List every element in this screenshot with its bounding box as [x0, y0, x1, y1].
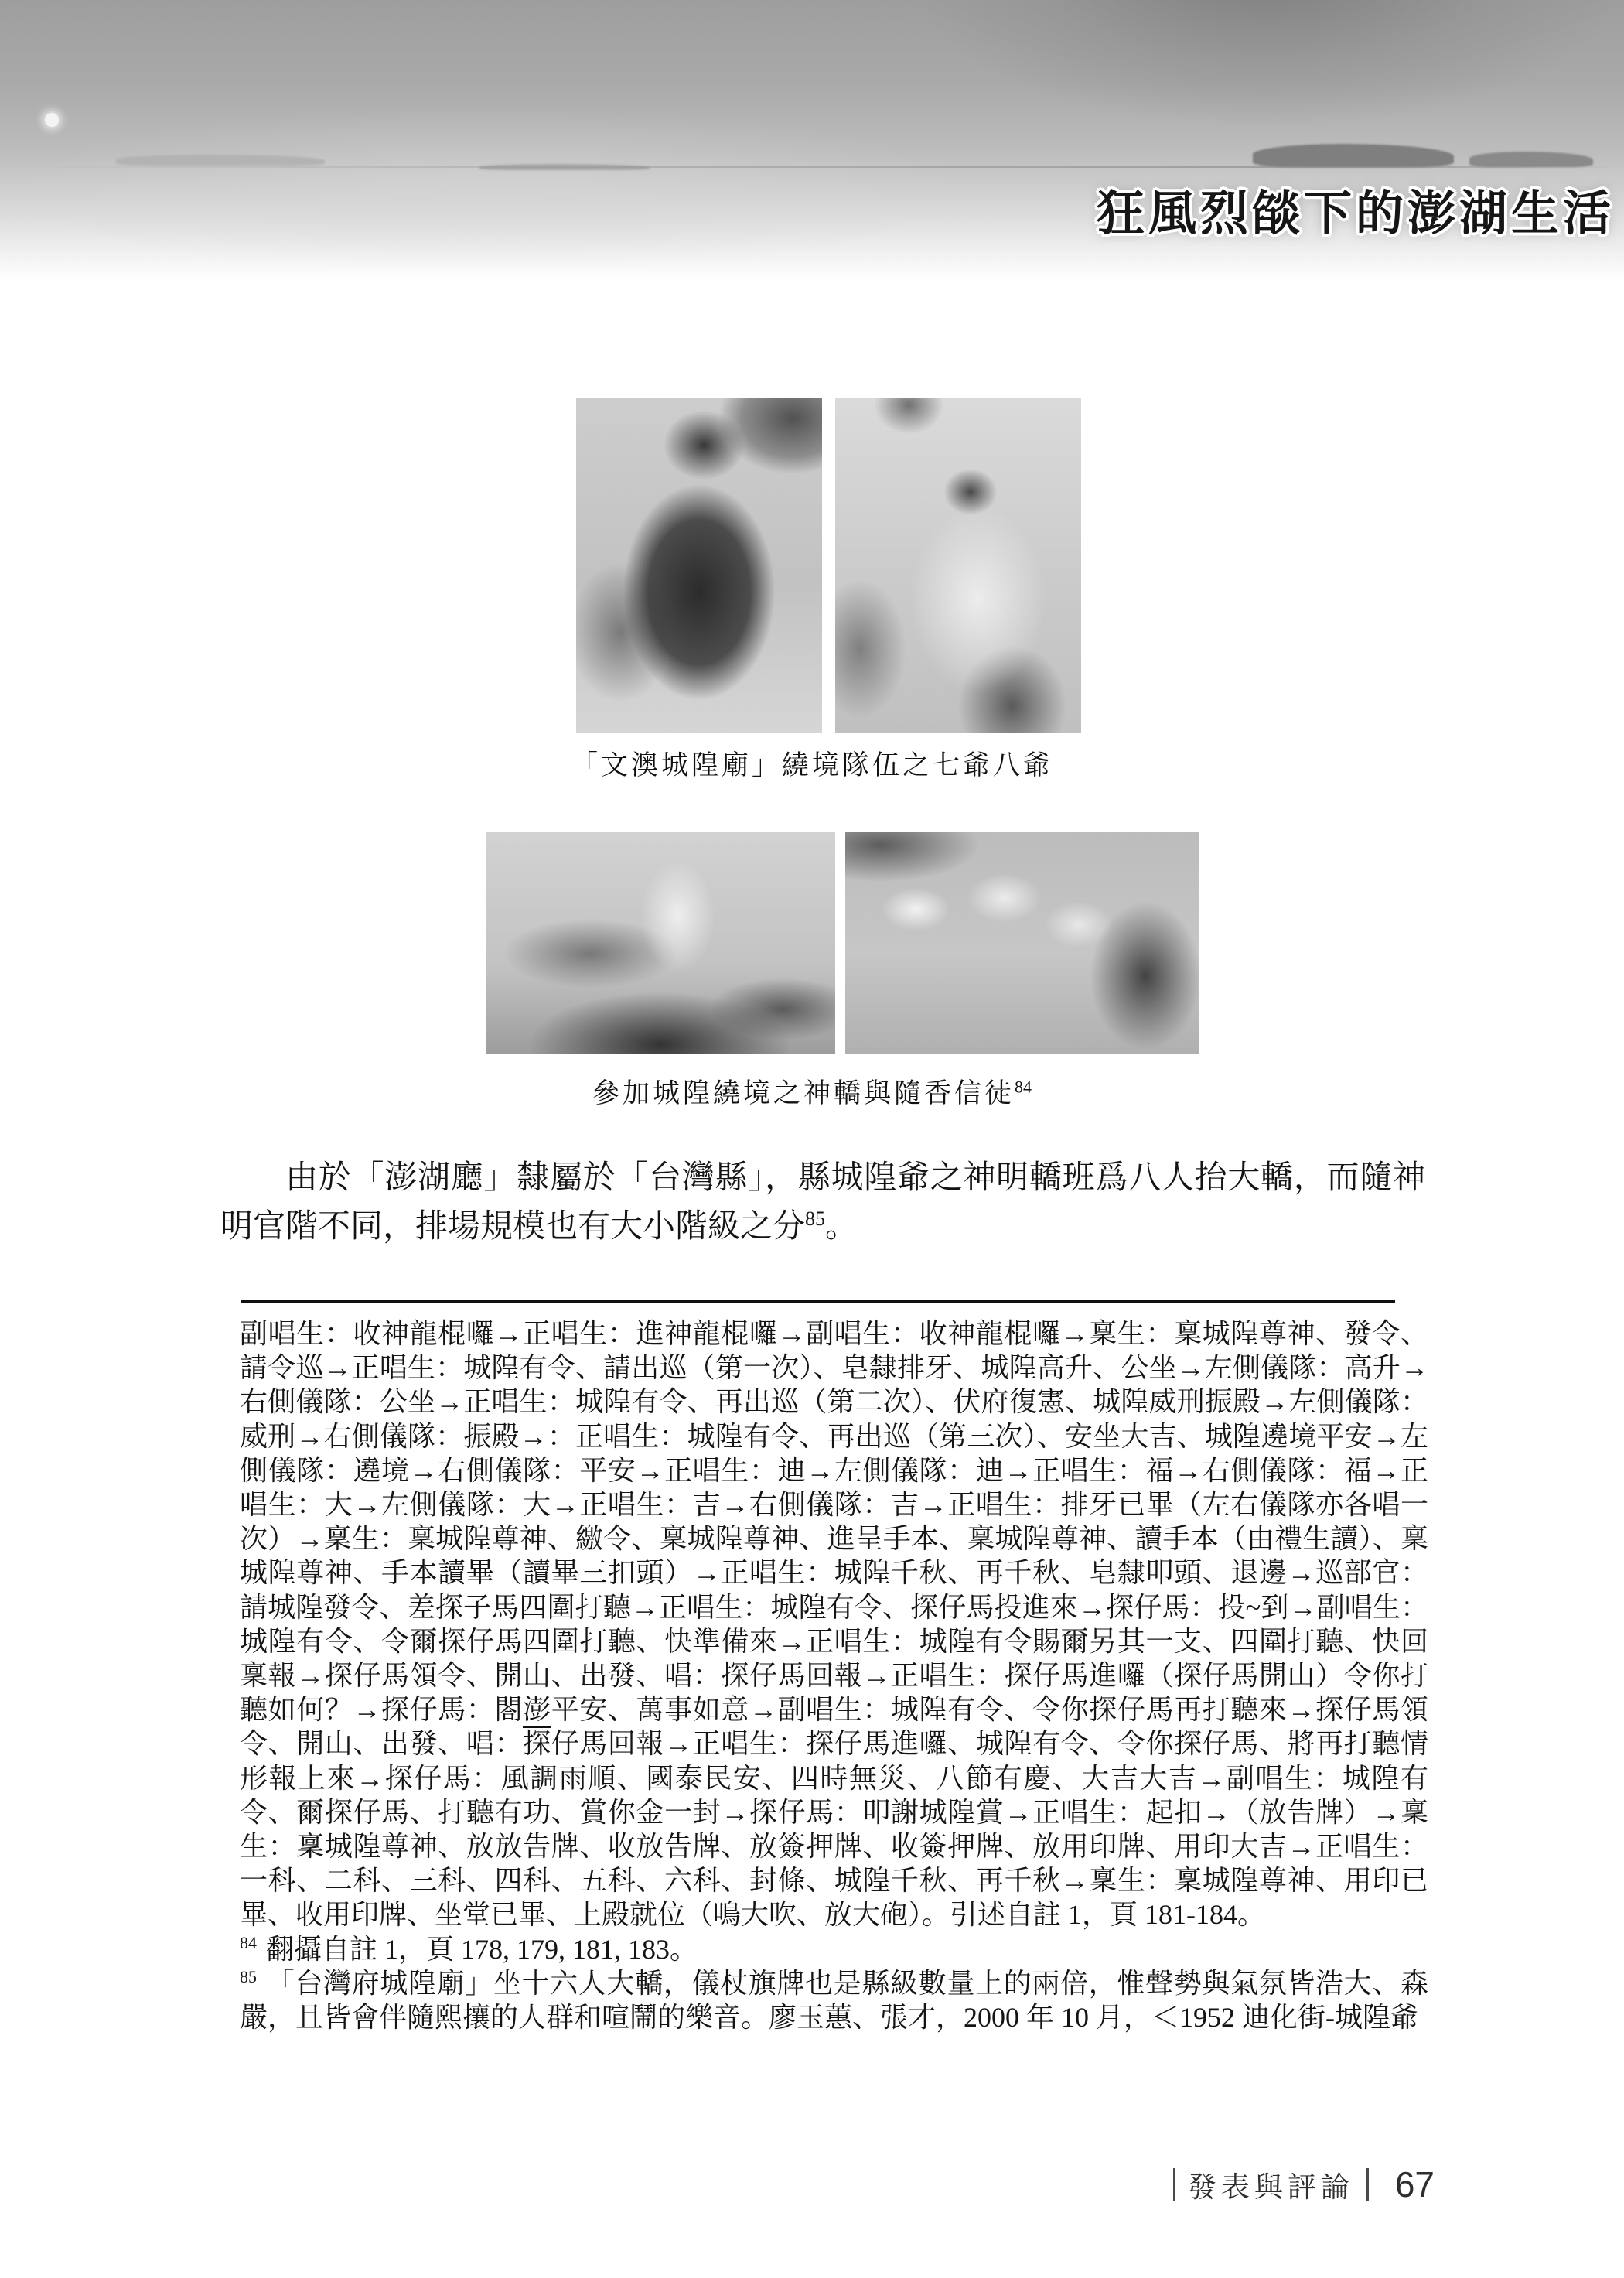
footnote-continuation	[240, 1317, 1428, 1932]
footnote-continuation-part2: 平安、萬事如意→副唱生：城隍有令、令你探仔馬再打聽來→探仔馬領令、開山、出發、唱：探仔馬回報→正唱生：探仔馬進囉、城隍有令、令你探仔馬、將再打聽情形報上來→探仔馬：風調雨順、國泰民安、四時無災、八節有慶、大吉大吉→副唱生：城隍有令、爾探仔馬、打聽有功、賞你金一封→探仔馬：叩謝城隍賞→正唱生：起扣→（放告牌）→稟生：稟城隍尊神、放放告牌、收放告牌、放簽押牌、收簽押牌、放用印牌、用印大吉→正唱生：一科、二科、三科、四科、五科、六科、封條、城隍千秋、再千秋→稟生：稟城隍尊神、用印已畢、收用印牌、坐堂已畢、上殿就位（鳴大吹、放大砲）。引述自註 1，頁 181-184。	[240, 1694, 1428, 1931]
photo-palanquin-crowd-left	[486, 832, 835, 1054]
figure-caption-1-text: 「文澳城隍廟」繞境隊伍之七爺八爺	[570, 750, 1053, 780]
running-title: 狂風烈燄下的澎湖生活	[1097, 188, 1615, 241]
footnote-separator-rule	[241, 1300, 1395, 1303]
footnote-85-number: 85	[240, 1966, 257, 1986]
figure-caption-2-footnote-ref: 84	[1015, 1077, 1032, 1097]
body-paragraph-text: 由於「澎湖廳」隸屬於「台灣縣」，縣城隍爺之神明轎班爲八人抬大轎，而隨神明官階不同，排場規模也有大小階級之分	[220, 1160, 1425, 1245]
footnote-continuation-part1: 副唱生：收神龍棍囉→正唱生：進神龍棍囉→副唱生：收神龍棍囉→稟生：稟城隍尊神、發令、請令巡→正唱生：城隍有令、請出巡（第一次）、皂隸排牙、城隍高升、公坐→左側儀隊：高升→右側儀隊：公坐→正唱生：城隍有令、再出巡（第二次）、伏府復憲、城隍威刑振殿→左側儀隊：威刑→右側儀隊：振殿→：正唱生：城隍有令、再出巡（第三次）、安坐大吉、城隍遶境平安→左側儀隊：遶境→右側儀隊：平安→正唱生：迪→左側儀隊：迪→正唱生：福→右側儀隊：福→正唱生：大→左側儀隊：大→正唱生：吉→右側儀隊：吉→正唱生：排牙已畢（左右儀隊亦各唱一次）→稟生：稟城隍尊神、繳令、稟城隍尊神、進呈手本、稟城隍尊神、讀手本（由禮生讀）、稟城隍尊神、手本讀畢（讀畢三扣頭）→正唱生：城隍千秋、再千秋、皂隸叩頭、退邊→巡部官：請城隍發令、差探子馬四圍打聽→正唱生：城隍有令、探仔馬投進來→探仔馬：投~到→副唱生：城隍有令、令爾探仔馬四圍打聽、快準備來→正唱生：城隍有令賜爾另其一支、四圍打聽、快回稟報→探仔馬領令、開山、出發、唱：探仔馬回報→正唱生：探仔馬進囉（探仔馬開山）令你打聽如何？→探仔馬：閤	[240, 1318, 1428, 1726]
figure-caption-2-text: 參加城隍繞境之神轎與隨香信徒	[592, 1078, 1015, 1108]
footnotes-block	[240, 1317, 1428, 2034]
body-paragraph-period: 。	[825, 1209, 858, 1245]
footnote-85	[240, 1966, 1428, 2034]
photo-qiye-baye-procession-left	[576, 398, 822, 733]
header-cloud-seascape-photo	[0, 0, 1624, 294]
body-paragraph	[220, 1154, 1425, 1252]
footnote-84-number: 84	[240, 1932, 257, 1952]
photo-pilgrims-right	[845, 832, 1199, 1054]
figure-caption-palanquin	[0, 1072, 1624, 1111]
footnote-84	[240, 1932, 1428, 1966]
footer-page-number: 67	[1394, 2164, 1435, 2205]
island-silhouette-far-right	[1469, 152, 1593, 167]
footnote-84-text: 翻攝自註 1，頁 178, 179, 181, 183。	[266, 1933, 698, 1965]
footer-section-label: 發表與評論	[1187, 2171, 1354, 2203]
island-silhouette-right	[1253, 144, 1454, 167]
footer-left-bar	[1173, 2168, 1175, 2201]
sun-glare-dot	[45, 113, 59, 127]
body-footnote-ref-85: 85	[805, 1207, 826, 1230]
photo-qiye-baye-procession-right	[835, 398, 1081, 733]
footnote-85-text: 「台灣府城隍廟」坐十六人大轎，儀杖旗牌也是縣級數量上的兩倍，惟聲勢與氣氛皆浩大、森嚴，且皆會伴隨熙攘的人群和喧鬧的樂音。廖玉蕙、張才，2000 年 10 月，＜1952 迪化街-城隍爺	[240, 1967, 1428, 2034]
page-footer	[1173, 2164, 1435, 2205]
footnote-underlined-char: 澎	[523, 1694, 551, 1728]
figure-caption-qiye-baye	[0, 744, 1624, 783]
footer-right-bar	[1366, 2168, 1369, 2201]
island-silhouette-left	[116, 155, 325, 166]
sea-horizon-line	[0, 166, 1624, 168]
